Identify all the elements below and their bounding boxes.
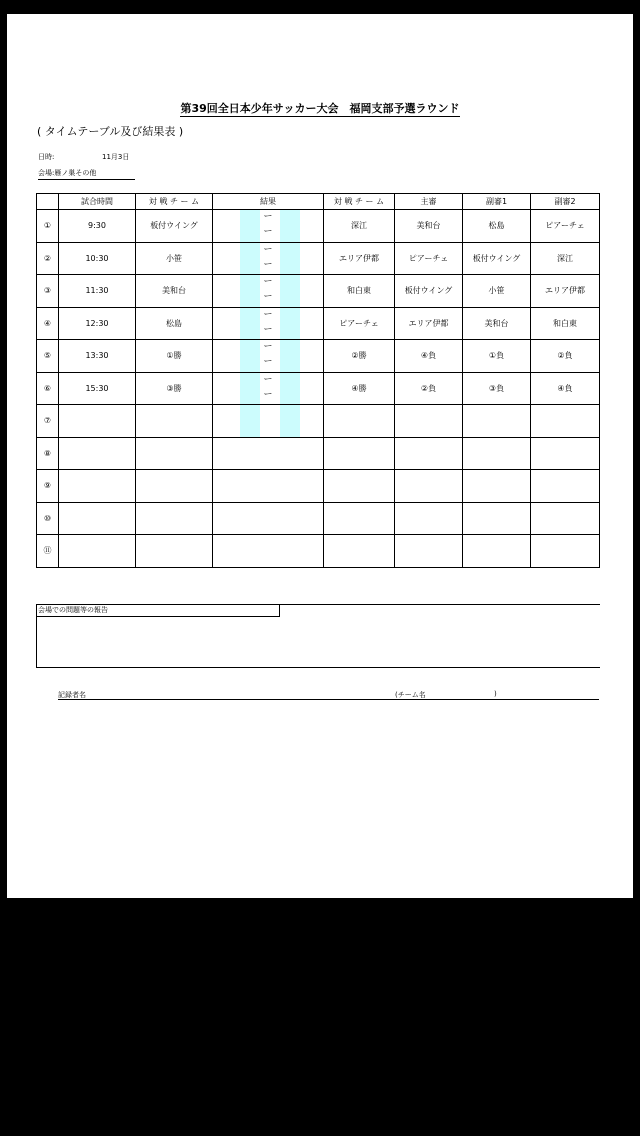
referee	[395, 502, 463, 535]
assistant-referee-1: 小笹	[463, 275, 531, 308]
header-num	[37, 194, 59, 210]
header-time: 試合時間	[59, 194, 136, 210]
result-cell	[213, 405, 324, 438]
assistant-referee-2: ④負	[531, 372, 600, 405]
assistant-referee-2: ②負	[531, 340, 600, 373]
team-2	[324, 437, 395, 470]
report-label: 会場での問題等の報告	[37, 605, 280, 617]
team-2: 深江	[324, 210, 395, 243]
result-dash: ー	[263, 357, 273, 367]
match-number: ④	[37, 307, 59, 340]
result-dash: ー	[263, 292, 273, 302]
team-2: ピアーチェ	[324, 307, 395, 340]
table-row	[37, 275, 600, 308]
table-row	[37, 242, 600, 275]
date-value: 11月3日	[102, 153, 130, 161]
team-1	[136, 405, 213, 438]
match-number: ⑧	[37, 437, 59, 470]
header-assistant1: 副審1	[463, 194, 531, 210]
team-1	[136, 502, 213, 535]
team-1	[136, 437, 213, 470]
result-dash: ー	[263, 212, 273, 222]
referee: ピアーチェ	[395, 242, 463, 275]
match-number: ⑨	[37, 470, 59, 503]
result-cell	[213, 275, 324, 308]
match-time: 15:30	[59, 372, 136, 405]
match-number: ⑥	[37, 372, 59, 405]
result-cell	[213, 372, 324, 405]
team-1: 美和台	[136, 275, 213, 308]
assistant-referee-1: ③負	[463, 372, 531, 405]
match-time: 11:30	[59, 275, 136, 308]
match-time: 10:30	[59, 242, 136, 275]
referee: ④負	[395, 340, 463, 373]
referee	[395, 535, 463, 568]
header-assistant2: 副審2	[531, 194, 600, 210]
match-number: ②	[37, 242, 59, 275]
header-team2: 対 戦 チ ー ム	[324, 194, 395, 210]
document-page	[7, 14, 633, 898]
result-dash: ー	[263, 277, 273, 287]
match-time	[59, 437, 136, 470]
table-header-row	[37, 194, 600, 210]
assistant-referee-1	[463, 502, 531, 535]
match-number: ⑪	[37, 535, 59, 568]
assistant-referee-1	[463, 405, 531, 438]
header-referee: 主審	[395, 194, 463, 210]
match-number: ⑩	[37, 502, 59, 535]
header-team1: 対 戦 チ ー ム	[136, 194, 213, 210]
result-dash: ー	[263, 244, 273, 255]
referee	[395, 470, 463, 503]
assistant-referee-2	[531, 405, 600, 438]
team-2	[324, 502, 395, 535]
score-box-left	[240, 405, 260, 437]
result-dash: ー	[263, 342, 273, 352]
match-time	[59, 502, 136, 535]
table-row	[37, 307, 600, 340]
referee: 美和台	[395, 210, 463, 243]
table-row	[37, 535, 600, 568]
assistant-referee-2: エリア伊都	[531, 275, 600, 308]
assistant-referee-1: 美和台	[463, 307, 531, 340]
assistant-referee-2: ピアーチェ	[531, 210, 600, 243]
match-number: ⑦	[37, 405, 59, 438]
assistant-referee-1: 板付ウイング	[463, 242, 531, 275]
table-row	[37, 437, 600, 470]
team-1	[136, 535, 213, 568]
team-name-label: (チーム名	[395, 691, 426, 699]
assistant-referee-1	[463, 437, 531, 470]
assistant-referee-2: 深江	[531, 242, 600, 275]
match-time: 13:30	[59, 340, 136, 373]
team-2	[324, 470, 395, 503]
table-row	[37, 340, 600, 373]
table-row	[37, 470, 600, 503]
match-time: 9:30	[59, 210, 136, 243]
referee	[395, 437, 463, 470]
match-time	[59, 405, 136, 438]
result-cell	[213, 307, 324, 340]
result-dash: ー	[263, 309, 273, 320]
team-2: エリア伊都	[324, 242, 395, 275]
team-name-close: )	[494, 690, 497, 698]
table-row	[37, 502, 600, 535]
assistant-referee-2	[531, 502, 600, 535]
team-2: ④勝	[324, 372, 395, 405]
assistant-referee-1: ①負	[463, 340, 531, 373]
match-time	[59, 535, 136, 568]
document-subtitle: ( タイムテーブル及び結果表 )	[37, 125, 184, 138]
result-dash: ー	[263, 259, 273, 270]
match-time: 12:30	[59, 307, 136, 340]
referee	[395, 405, 463, 438]
team-1: 小笹	[136, 242, 213, 275]
result-dash: ー	[263, 374, 273, 385]
assistant-referee-2	[531, 470, 600, 503]
team-1: ①勝	[136, 340, 213, 373]
venue-label: 会場:雁ノ巣その他	[38, 168, 135, 180]
result-cell	[213, 502, 324, 535]
result-dash: ー	[263, 324, 273, 335]
assistant-referee-2	[531, 535, 600, 568]
result-cell	[213, 242, 324, 275]
team-2	[324, 405, 395, 438]
referee: 板付ウイング	[395, 275, 463, 308]
team-1: ③勝	[136, 372, 213, 405]
result-cell	[213, 535, 324, 568]
document-title: 第39回全日本少年サッカー大会 福岡支部予選ラウンド	[180, 102, 460, 115]
team-1	[136, 470, 213, 503]
report-box	[36, 604, 600, 668]
assistant-referee-2	[531, 437, 600, 470]
assistant-referee-1	[463, 535, 531, 568]
result-cell	[213, 437, 324, 470]
referee: エリア伊都	[395, 307, 463, 340]
assistant-referee-1	[463, 470, 531, 503]
result-cell	[213, 210, 324, 243]
table-row	[37, 210, 600, 243]
result-cell	[213, 470, 324, 503]
match-number: ⑤	[37, 340, 59, 373]
match-time	[59, 470, 136, 503]
team-2	[324, 535, 395, 568]
recorder-line	[58, 690, 599, 700]
score-box-right	[280, 405, 300, 437]
schedule-table	[36, 193, 600, 568]
table-row	[37, 405, 600, 438]
match-number: ①	[37, 210, 59, 243]
match-number: ③	[37, 275, 59, 308]
assistant-referee-1: 松島	[463, 210, 531, 243]
assistant-referee-2: 和白東	[531, 307, 600, 340]
team-1: 板付ウイング	[136, 210, 213, 243]
referee: ②負	[395, 372, 463, 405]
result-dash: ー	[263, 389, 273, 400]
team-1: 松島	[136, 307, 213, 340]
result-cell	[213, 340, 324, 373]
header-result: 結果	[213, 194, 324, 210]
table-row	[37, 372, 600, 405]
recorder-label: 記録者名	[58, 691, 86, 699]
result-dash: ー	[263, 227, 273, 237]
date-label: 日時:	[38, 153, 55, 161]
team-2: ②勝	[324, 340, 395, 373]
team-2: 和白東	[324, 275, 395, 308]
